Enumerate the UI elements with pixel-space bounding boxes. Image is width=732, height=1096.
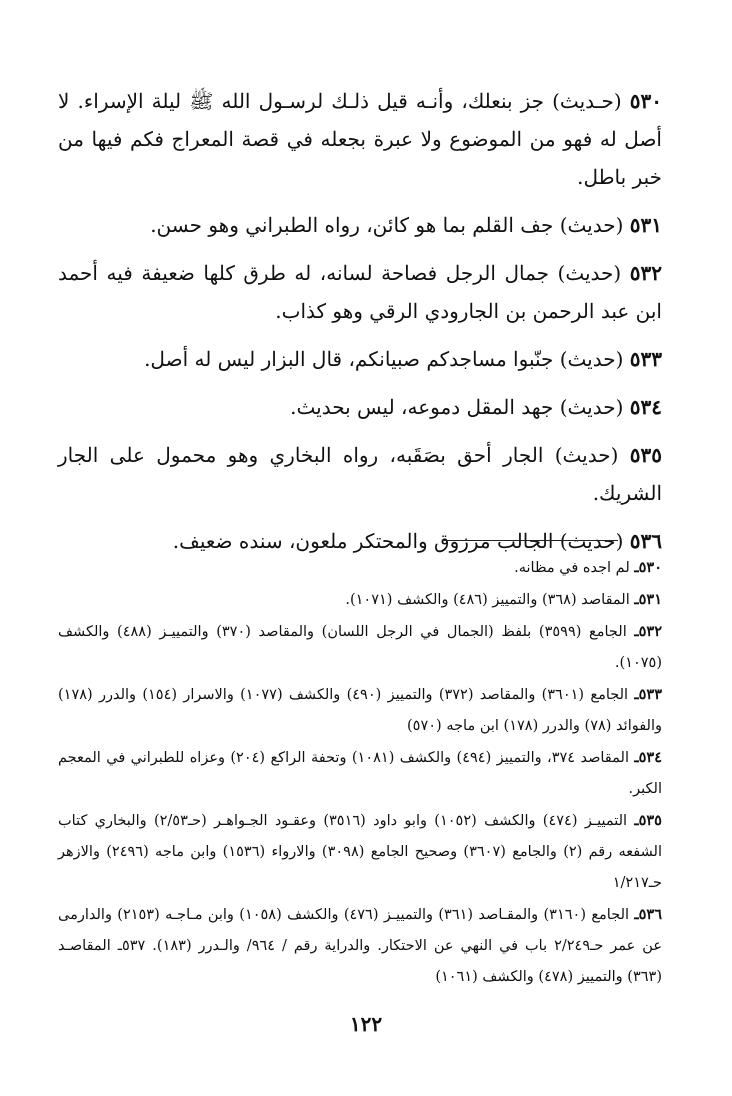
page-number: ١٢٢: [349, 1012, 383, 1036]
hadith-number: ٥٣٦: [629, 529, 662, 553]
footnote-532: [58, 616, 662, 679]
hadith-535: [58, 436, 662, 512]
footnote-number: ٥٣١ـ: [634, 591, 662, 608]
hadith-text: (حـديث) جز بنعلك، وأنـه قيل ذلـك لرسـول الله ﷺ ليلة الإسراء. لا أصل له فهو من الموضوع ولا عبرة بجعله في قصة المعراج فكم فيها من خبر باطل.: [58, 89, 662, 189]
footnote-text: المقاصد (٣٦٨) والتمييز (٤٨٦) والكشف (١٠٧١).: [345, 592, 630, 608]
footnote-531: [58, 584, 662, 616]
footnote-535: [58, 805, 662, 899]
hadith-531: [58, 206, 662, 244]
hadith-number: ٥٣٢: [629, 261, 662, 285]
footnote-number: ٥٣٣ـ: [634, 686, 663, 703]
footnotes: [58, 552, 662, 993]
hadith-534: [58, 388, 662, 426]
hadith-533: [58, 340, 662, 378]
hadith-number: ٥٣٤: [629, 395, 662, 419]
footnote-536: [58, 899, 662, 993]
hadith-number: ٥٣٣: [629, 347, 662, 371]
footnote-text: الجامع (٣٥٩٩) بلفظ (الجمال في الرجل اللسان) والمقاصد (٣٧٠) والتمييـز (٤٨٨) والكشف (١٠٧٥).: [58, 624, 662, 671]
hadith-text: (حديث) جهد المقل دموعه، ليس بحديث.: [290, 395, 624, 419]
footnote-text: التمييـز (٤٧٤) والكشف (١٠٥٢) وابو داود (٣٥١٦) وعقـود الجـواهـر (حـ٢/٥٣) والبخاري كتاب الشفعه رقم (٢) والجامع (٣٦٠٧) وصحيح الجامع (٣٠٩٨) والارواء (١٥٣٦) وابن ماجه (٢٤٩٦) والازهر حـ١/٢١٧: [58, 813, 663, 891]
footnote-number: ٥٣٦ـ: [634, 906, 662, 923]
hadith-number: ٥٣٥: [629, 443, 662, 467]
footnote-text: لم اجده في مظانه.: [514, 560, 630, 576]
hadith-532: [58, 254, 662, 330]
hadith-text: (حديث) الجار أحق بصَقَبه، رواه البخاري وهو محمول على الجار الشريك.: [58, 443, 662, 505]
hadith-530: [58, 82, 662, 196]
footnote-text: المقاصد ٣٧٤، والتمييز (٤٩٤) والكشف (١٠٨١) وتحفة الراكع (٢٠٤) وعزاه للطبراني في المعجم الكبر.: [58, 750, 662, 797]
hadith-text: (حديث) جنّبوا مساجدكم صبيانكم، قال البزار ليس له أصل.: [144, 347, 624, 371]
hadith-number: ٥٣٠: [629, 89, 662, 113]
footnote-530: [58, 552, 662, 584]
footnote-text: الجامع (٣١٦٠) والمقـاصد (٣٦١) والتمييـز (٤٧٦) والكشف (١٠٥٨) وابن مـاجـه (٢١٥٣) والدارمى عن عمر حـ٢/٢٤٩ باب في النهي عن الاحتكار. والدراية رقم / ٩٦٤/ والـدرر (١٨٣). ٥٣٧ـ المقاصـد (٣٦٣) والتمييز (٤٧٨) والكشف (١٠٦١): [58, 907, 662, 985]
footnote-number: ٥٣٠ـ: [634, 559, 662, 576]
footnote-number: ٥٣٥ـ: [634, 812, 662, 829]
hadith-text: (حديث) الجالب مرزوق والمحتكر ملعون، سنده ضعيف.: [172, 529, 624, 553]
footnote-534: [58, 742, 662, 805]
footnote-533: [58, 679, 662, 742]
footnote-number: ٥٣٢ـ: [634, 623, 663, 640]
footnote-number: ٥٣٤ـ: [634, 749, 662, 766]
hadith-number: ٥٣١: [629, 213, 662, 237]
hadith-text: (حديث) جف القلم بما هو كائن، رواه الطبراني وهو حسن.: [150, 213, 624, 237]
footnote-text: الجامع (٣٦٠١) والمقاصد (٣٧٢) والتمييز (٤٩٠) والكشف (١٠٧٧) والاسرار (١٥٤) والدرر (١٧٨) والفوائد (٧٨) والدرر (١٧٨) ابن ماجه (٥٧٠): [58, 687, 662, 734]
main-text: [58, 82, 662, 570]
footnote-divider: [442, 540, 618, 541]
hadith-text: (حديث) جمال الرجل فصاحة لسانه، له طرق كلها ضعيفة فيه أحمد ابن عبد الرحمن بن الجارودي الرقي وهو كذاب.: [58, 261, 662, 323]
